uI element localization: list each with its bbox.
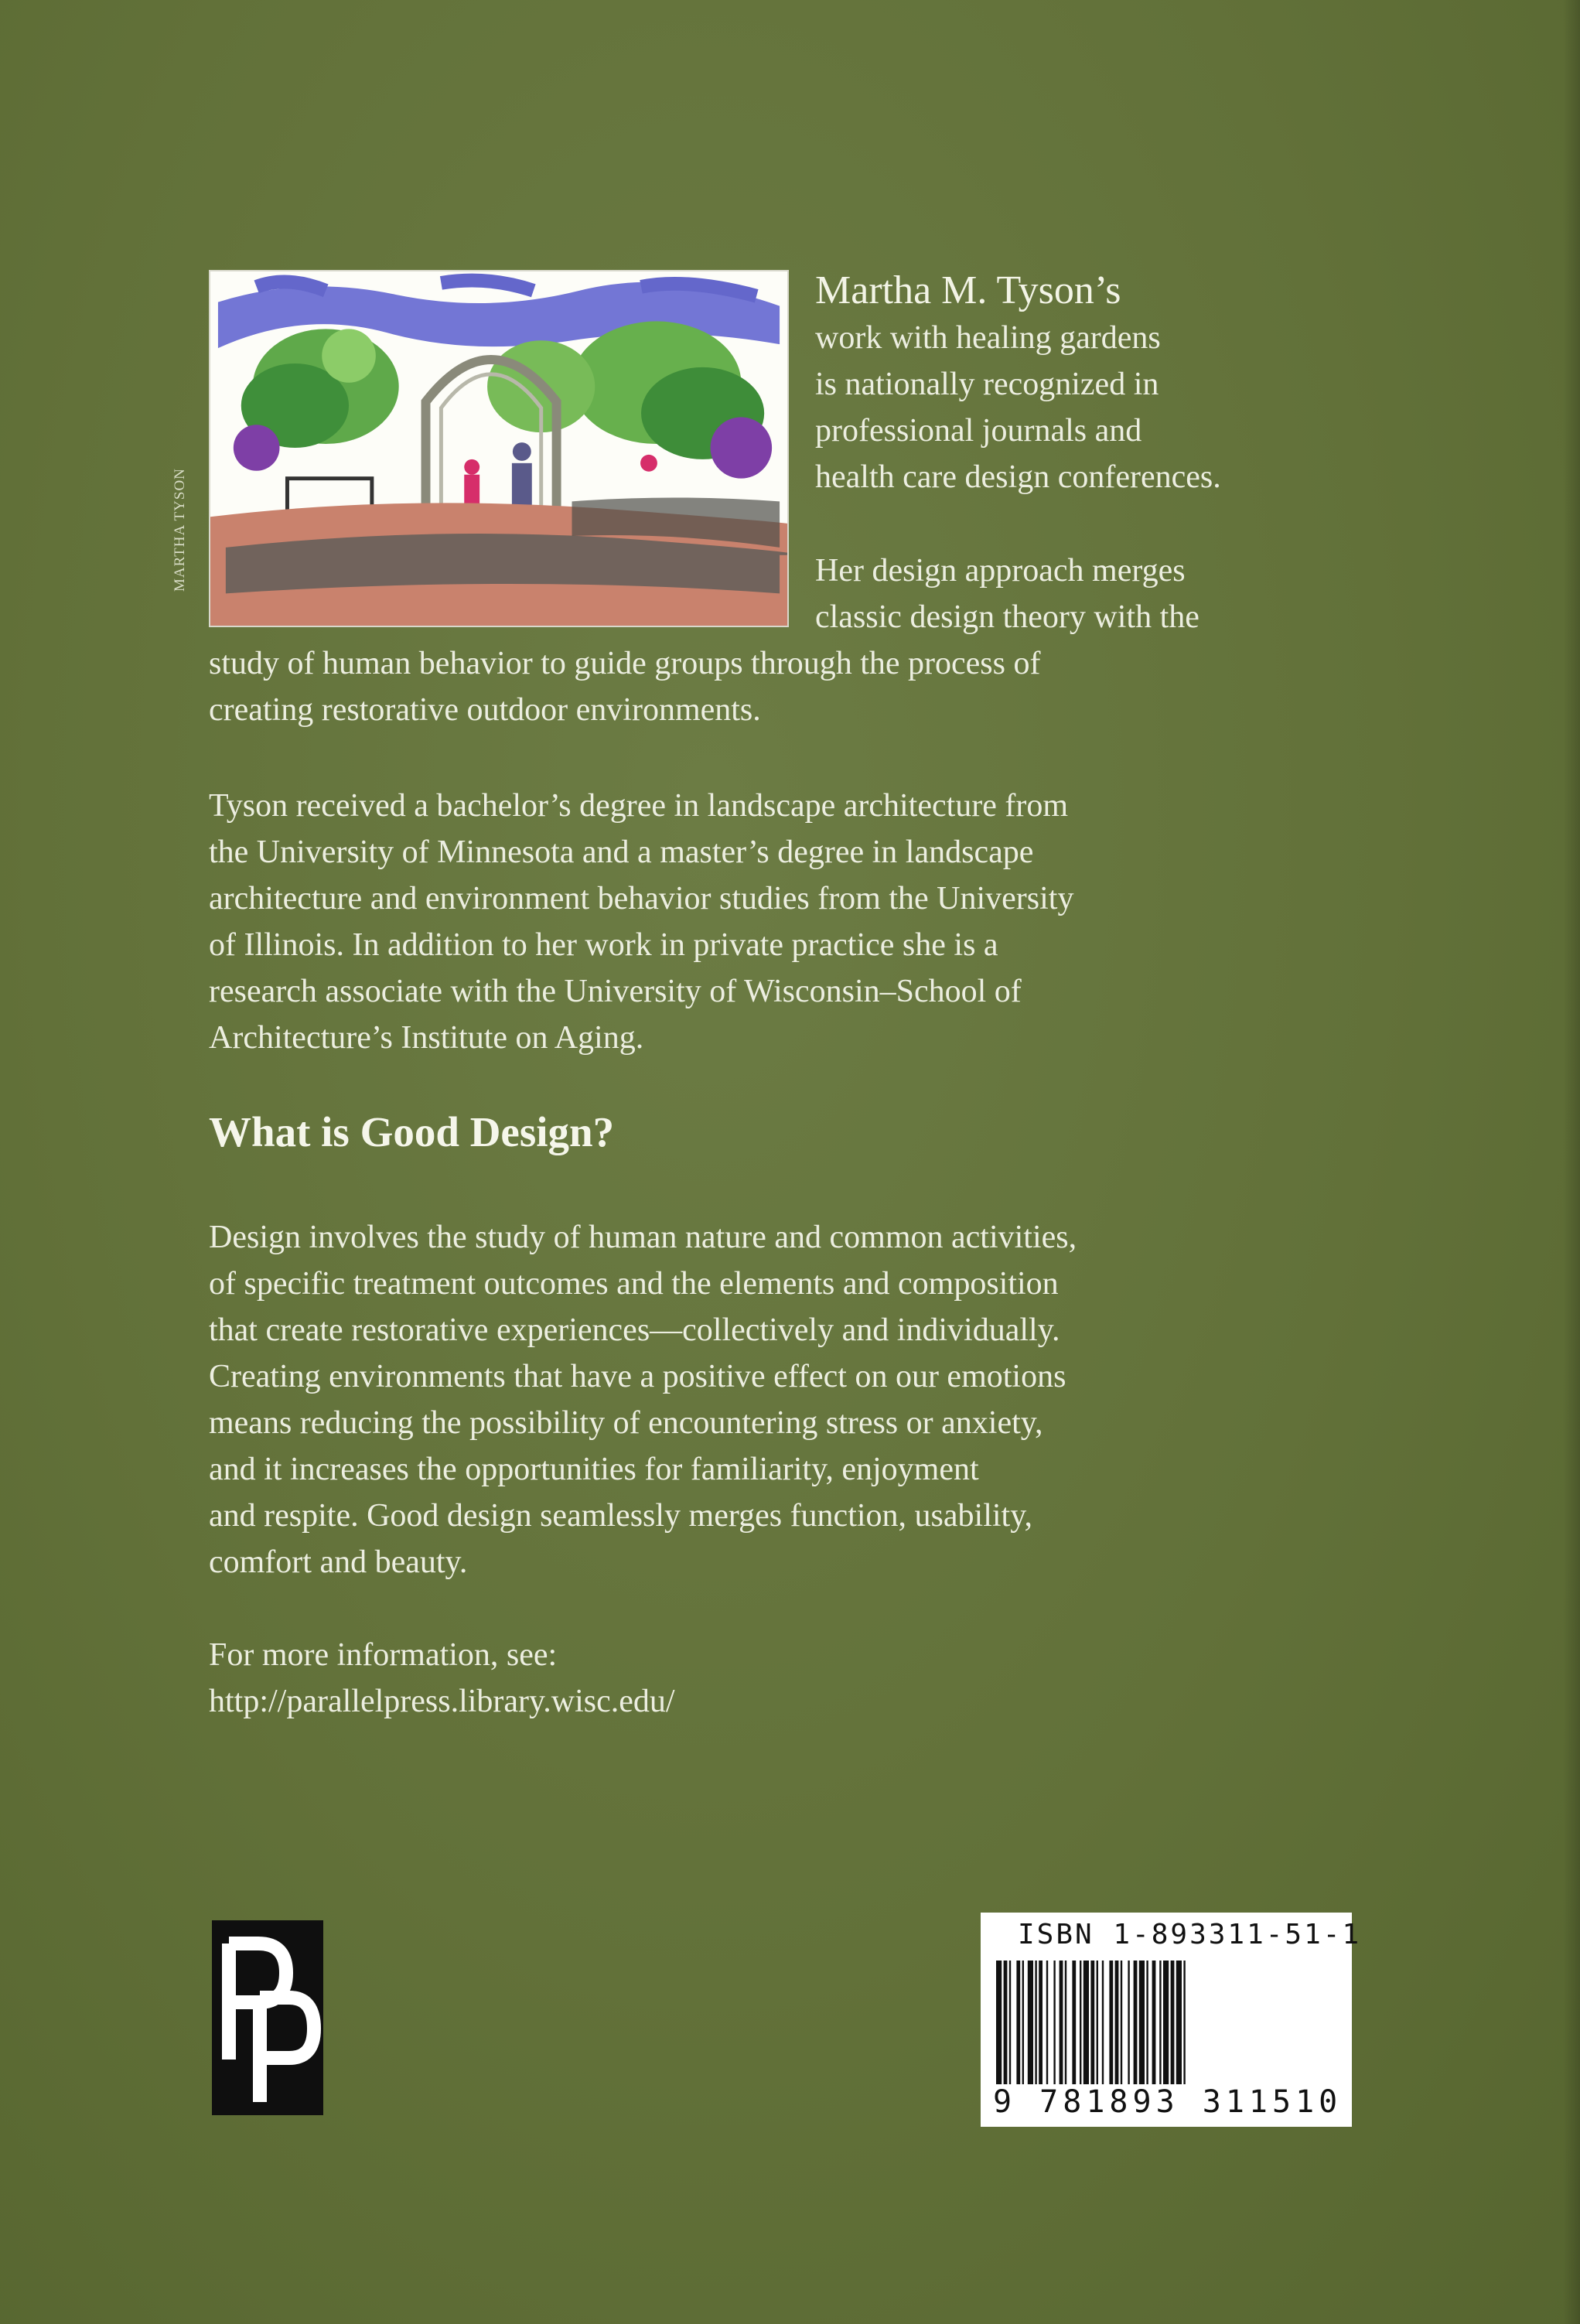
barcode-bar [1046,1961,1048,2092]
barcode-bar [1097,1961,1098,2092]
text-line: that create restorative experiences—collectively and individually. [209,1312,1060,1348]
barcode-bar [1009,1961,1011,2092]
text-line: classic design theory with the [815,599,1200,635]
text-line: Architecture’s Institute on Aging. [209,1020,644,1056]
text-line: Her design approach merges [815,553,1186,589]
barcode-bar [1022,1961,1024,2092]
text-line: architecture and environment behavior studies from the University [209,881,1074,916]
design-approach-text [815,548,1511,640]
text-line: Tyson received a bachelor’s degree in landscape architecture from [209,788,1069,824]
text-line: health care design conferences. [815,459,1221,495]
text-line: of Illinois. In addition to her work in private practice she is a [209,927,998,963]
text-line: Design involves the study of human nature and common activities, [209,1220,1077,1255]
barcode-bar [1060,1961,1063,2092]
barcode-bar [1176,1961,1182,2092]
text-line: means reducing the possibility of encountering stress or anxiety, [209,1405,1043,1441]
barcode-bar [1083,1961,1089,2092]
author-intro [815,315,1356,500]
author-bio [209,783,1369,1061]
barcode-bar [1072,1961,1076,2092]
text-line: professional journals and [815,413,1142,449]
barcode-bar [1163,1961,1169,2092]
barcode-bars [996,1961,1336,2092]
good-design-text [209,1214,1369,1585]
more-info-url: http://parallelpress.library.wisc.edu/ [209,1684,675,1719]
barcode-bar [1090,1961,1094,2092]
barcode-bar [1171,1961,1175,2092]
barcode-bar [1134,1961,1138,2092]
garden-illustration [209,270,789,627]
barcode-number: 9 781893 311510 [993,2084,1343,2120]
author-name: Martha M. Tyson’s [815,268,1121,312]
barcode-bar [1053,1961,1055,2092]
section-heading: What is Good Design? [209,1108,615,1155]
barcode-bar [1109,1961,1113,2092]
isbn-label: ISBN 1-893311-51-1 [1018,1919,1362,1950]
illustration-credit: MARTHA TYSON [172,468,188,592]
barcode-bar [1039,1961,1043,2092]
barcode-bar [1028,1961,1033,2092]
barcode-bar [1016,1961,1020,2092]
text-line: and respite. Good design seamlessly merges function, usability, [209,1498,1032,1534]
cover-edge-shadow [1563,0,1580,2324]
text-line: comfort and beauty. [209,1544,468,1580]
barcode-bar [1159,1961,1161,2092]
text-line: work with healing gardens [815,320,1161,356]
more-info [209,1632,1369,1725]
text-line: Creating environments that have a positive effect on our emotions [209,1359,1066,1394]
more-info-label: For more information, see: [209,1637,558,1673]
barcode-bar [996,1961,1002,2092]
barcode-bar [1152,1961,1156,2092]
text-line: study of human behavior to guide groups through the process of [209,646,1041,681]
publisher-logo [212,1920,323,2115]
text-line: research associate with the University of Wisconsin–School of [209,974,1022,1009]
isbn-barcode [981,1913,1362,2127]
text-line: and it increases the opportunities for familiarity, enjoyment [209,1452,979,1487]
barcode-bar [1080,1961,1081,2092]
text-line: the University of Minnesota and a master’s degree in landscape [209,834,1034,870]
barcode-bar [1183,1961,1185,2092]
barcode-bar [1004,1961,1008,2092]
barcode-bar [1102,1961,1104,2092]
barcode-bar [1146,1961,1148,2092]
text-line: is nationally recognized in [815,367,1159,402]
barcode-bar [1139,1961,1145,2092]
barcode-bar [1115,1961,1119,2092]
barcode-bar [1128,1961,1129,2092]
barcode-bar [1035,1961,1036,2092]
text-line: of specific treatment outcomes and the elements and composition [209,1266,1059,1302]
design-approach-text-continued [209,640,1369,733]
text-line: creating restorative outdoor environments. [209,692,761,728]
barcode-bar [1065,1961,1066,2092]
barcode-bar [1121,1961,1122,2092]
